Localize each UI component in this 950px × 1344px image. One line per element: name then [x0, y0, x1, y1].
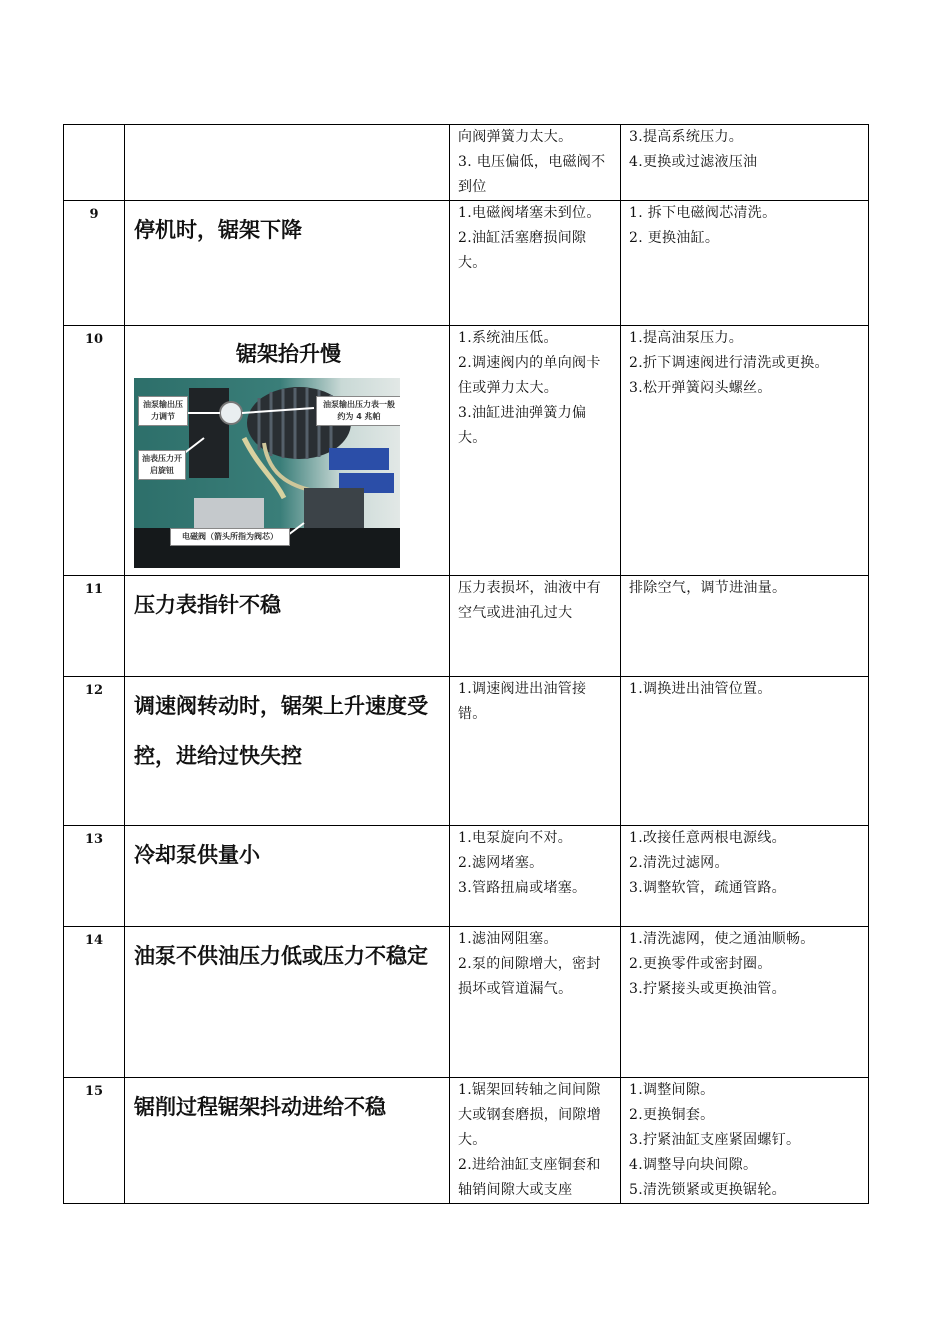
fault-symptom	[125, 927, 450, 1078]
table-row	[64, 826, 869, 927]
symptom-text: 油泵不供油压力低或压力不稳定	[134, 944, 428, 968]
table-row	[64, 125, 869, 201]
symptom-text: 压力表指针不稳	[134, 593, 281, 617]
tag-pump-pressure: 油泵输出压力表一般约为 4 兆帕	[316, 396, 400, 426]
symptom-text: 冷却泵供量小	[134, 843, 260, 867]
fault-symptom	[125, 826, 450, 927]
fault-cause	[450, 927, 621, 1078]
row-number: 11	[64, 576, 125, 677]
fault-remedy	[621, 826, 869, 927]
fault-cause	[450, 326, 621, 576]
fault-cause	[450, 677, 621, 826]
fault-symptom	[125, 201, 450, 326]
remedy-line: 1.清洗滤网，使之通油顺畅。	[629, 931, 815, 947]
cause-line: 2.调速阀内的单向阀卡住或弹力太大。	[458, 355, 601, 396]
remedy-line: 2.折下调速阀进行清洗或更换。	[629, 355, 829, 371]
remedy-line: 3.拧紧油缸支座紧固螺钉。	[629, 1132, 801, 1148]
remedy-line: 1.调换进出油管位置。	[629, 681, 772, 697]
row-number: 15	[64, 1078, 125, 1204]
remedy-line: 排除空气，调节进油量。	[629, 580, 787, 596]
table-row	[64, 326, 869, 576]
cause-line: 3. 电压偏低，电磁阀不到位	[458, 154, 606, 195]
fault-symptom	[125, 125, 450, 201]
cause-line: 3.管路扭扁或堵塞。	[458, 880, 587, 896]
row-number	[64, 125, 125, 201]
cause-line: 2.滤网堵塞。	[458, 855, 544, 871]
row-number: 9	[64, 201, 125, 326]
row-number: 10	[64, 326, 125, 576]
remedy-line: 1.改接任意两根电源线。	[629, 830, 786, 846]
remedy-line: 4.更换或过滤液压油	[629, 154, 758, 170]
fault-remedy	[621, 201, 869, 326]
cause-line: 3.油缸进油弹簧力偏大。	[458, 405, 587, 446]
remedy-line: 4.调整导向块间隙。	[629, 1157, 758, 1173]
remedy-line: 1.提高油泵压力。	[629, 330, 744, 346]
table-row	[64, 201, 869, 326]
fault-symptom	[125, 576, 450, 677]
cause-line: 1.锯架回转轴之间间隙大或钢套磨损，间隙增大。	[458, 1082, 601, 1148]
fault-symptom	[125, 1078, 450, 1204]
fault-symptom	[125, 677, 450, 826]
remedy-line: 3.拧紧接头或更换油管。	[629, 981, 786, 997]
fault-cause	[450, 576, 621, 677]
cause-line: 2.油缸活塞磨损间隙大。	[458, 230, 587, 271]
fault-remedy	[621, 326, 869, 576]
fault-cause	[450, 1078, 621, 1204]
row-number: 13	[64, 826, 125, 927]
tag-gauge-valve: 油表压力开启旋钮	[138, 450, 186, 480]
tag-solenoid: 电磁阀（箭头所指为阀芯）	[170, 528, 290, 546]
fault-cause	[450, 826, 621, 927]
cause-line: 2.进给油缸支座铜套和轴销间隙大或支座	[458, 1157, 601, 1198]
remedy-line: 2.更换零件或密封圈。	[629, 956, 772, 972]
row-number: 14	[64, 927, 125, 1078]
fault-remedy	[621, 677, 869, 826]
tag-pump-adjust: 油泵输出压力调节	[138, 396, 188, 426]
fault-cause	[450, 201, 621, 326]
fault-table	[63, 124, 869, 1204]
remedy-line: 3.松开弹簧闷头螺丝。	[629, 380, 772, 396]
fault-remedy	[621, 927, 869, 1078]
fault-remedy	[621, 125, 869, 201]
remedy-line: 1. 拆下电磁阀芯清洗。	[629, 205, 777, 221]
cause-line: 2.泵的间隙增大，密封损坏或管道漏气。	[458, 956, 601, 997]
cause-line: 1.电泵旋向不对。	[458, 830, 573, 846]
symptom-text: 锯架抬升慢	[236, 342, 341, 366]
row-number: 12	[64, 677, 125, 826]
symptom-text: 停机时，锯架下降	[134, 218, 302, 242]
remedy-line: 2.更换铜套。	[629, 1107, 715, 1123]
remedy-line: 3.调整软管，疏通管路。	[629, 880, 786, 896]
fault-remedy	[621, 1078, 869, 1204]
fault-remedy	[621, 576, 869, 677]
table-row	[64, 1078, 869, 1204]
cause-line: 1.滤油网阻塞。	[458, 931, 558, 947]
cause-line: 1.系统油压低。	[458, 330, 558, 346]
table-row	[64, 576, 869, 677]
cause-line: 向阀弹簧力太大。	[458, 129, 573, 145]
cause-line: 1.调速阀进出油管接错。	[458, 681, 587, 722]
fault-cause	[450, 125, 621, 201]
table-row	[64, 927, 869, 1078]
fault-symptom	[125, 326, 450, 576]
symptom-text: 调速阀转动时，锯架上升速度受控，进给过快失控	[134, 694, 428, 768]
remedy-line: 3.提高系统压力。	[629, 129, 744, 145]
hydraulic-unit-photo	[134, 378, 400, 568]
cause-line: 压力表损坏，油液中有空气或进油孔过大	[458, 580, 601, 621]
remedy-line: 2.清洗过滤网。	[629, 855, 729, 871]
symptom-text: 锯削过程锯架抖动进给不稳	[134, 1095, 386, 1119]
remedy-line: 5.清洗锁紧或更换锯轮。	[629, 1182, 786, 1198]
table-row	[64, 677, 869, 826]
remedy-line: 2. 更换油缸。	[629, 230, 720, 246]
cause-line: 1.电磁阀堵塞未到位。	[458, 205, 601, 221]
remedy-line: 1.调整间隙。	[629, 1082, 715, 1098]
